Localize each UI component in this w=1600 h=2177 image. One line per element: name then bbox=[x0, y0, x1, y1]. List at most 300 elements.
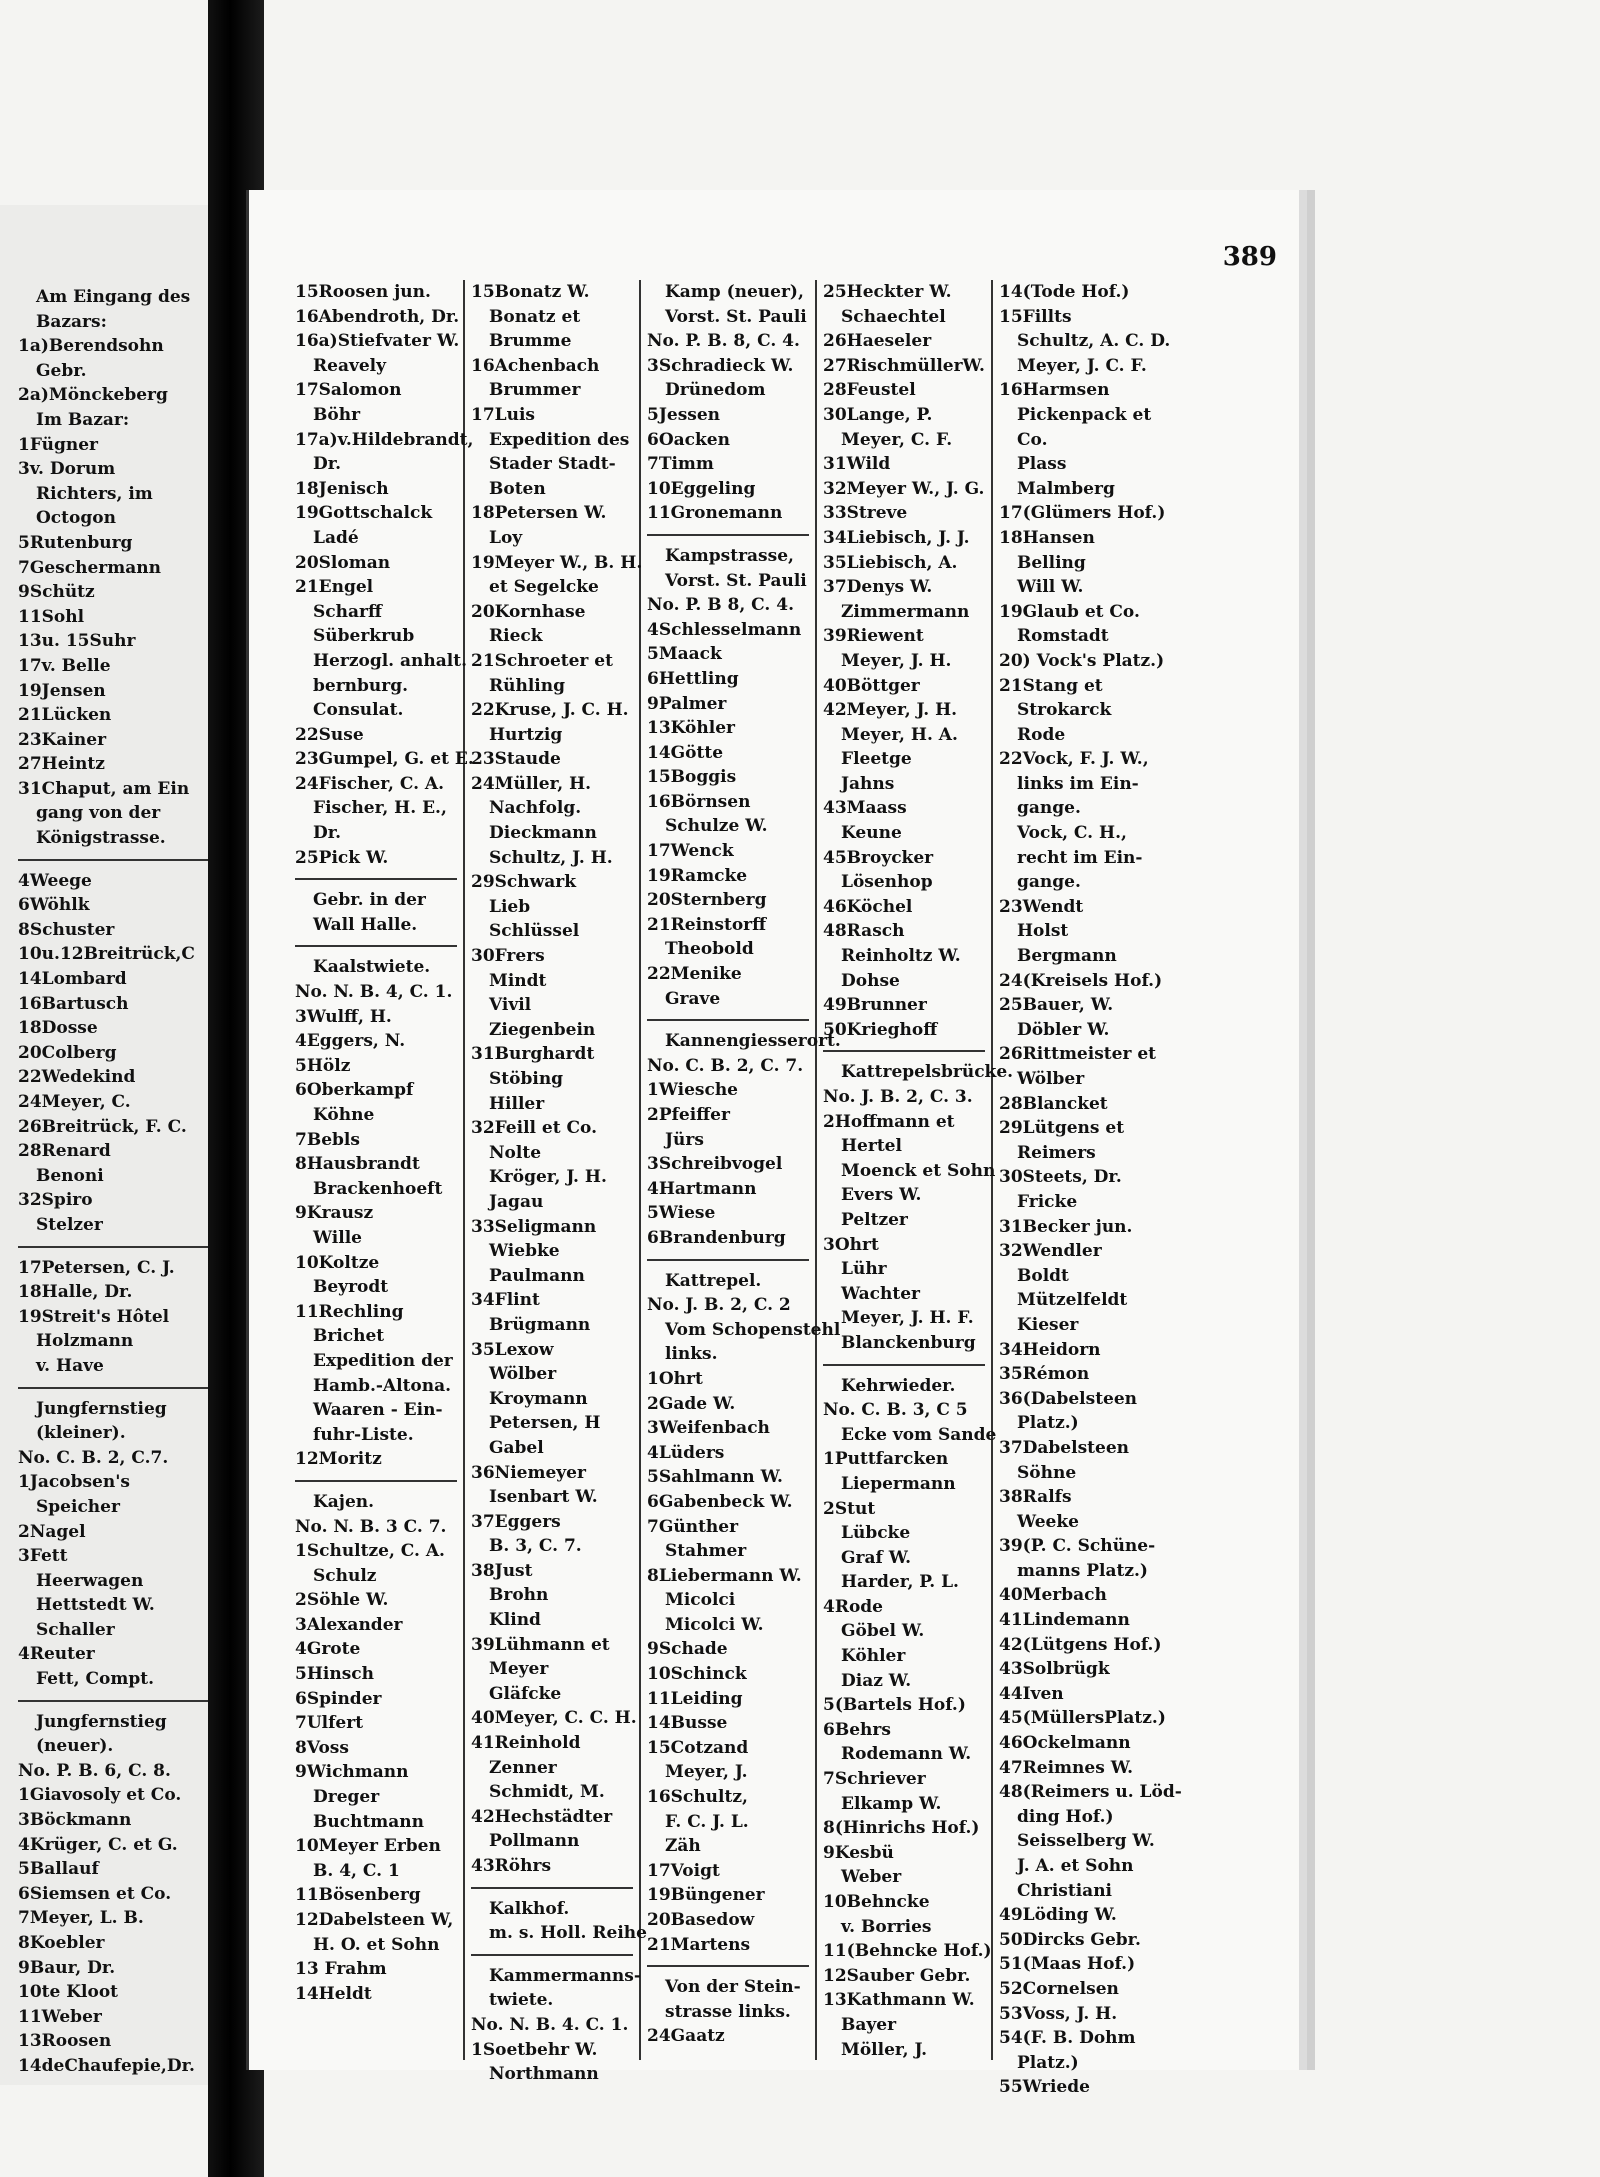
directory-entry: Brackenhoeft bbox=[313, 1178, 443, 1199]
directory-entry: 12Sauber Gebr. bbox=[823, 1965, 971, 1986]
directory-entry: 31Becker jun. bbox=[999, 1216, 1133, 1237]
directory-entry: 23Kainer bbox=[18, 729, 107, 750]
directory-entry: 35Lexow bbox=[471, 1339, 554, 1360]
directory-entry: recht im Ein- bbox=[1017, 847, 1143, 868]
directory-entry: 16a)Stiefvater W. bbox=[295, 331, 460, 352]
directory-entry: Wölber bbox=[1017, 1069, 1085, 1089]
directory-entry: Beyrodt bbox=[313, 1277, 389, 1298]
directory-entry: 24(Kreisels Hof.) bbox=[999, 970, 1163, 991]
directory-entry: Dr. bbox=[313, 454, 342, 475]
directory-entry: Stöbing bbox=[489, 1069, 564, 1089]
directory-entry: 24Müller, H. bbox=[471, 773, 592, 794]
directory-entry: 17Petersen, C. J. bbox=[18, 1257, 175, 1278]
directory-entry: Jungfernstieg bbox=[36, 1398, 167, 1419]
directory-entry: Schmidt, M. bbox=[489, 1782, 605, 1803]
directory-entry: 15Cotzand bbox=[647, 1737, 749, 1758]
directory-entry: 36Niemeyer bbox=[471, 1462, 586, 1483]
directory-entry: Boten bbox=[489, 478, 546, 499]
directory-entry: Kannengiesserort. bbox=[665, 1031, 841, 1052]
directory-entry: 17Voigt bbox=[647, 1860, 720, 1881]
left-page-column bbox=[18, 285, 228, 2079]
directory-entry: Meyer, C. F. bbox=[841, 429, 953, 450]
directory-entry: Nolte bbox=[489, 1142, 542, 1163]
directory-entry: Graf W. bbox=[841, 1547, 912, 1568]
directory-entry: 5Wiese bbox=[647, 1203, 716, 1224]
directory-entry: Möller, J. bbox=[841, 2039, 928, 2060]
directory-entry: 38Just bbox=[471, 1560, 533, 1581]
directory-entry: Bayer bbox=[841, 2014, 897, 2035]
directory-entry: m. s. Holl. Reihe bbox=[489, 1923, 647, 1944]
separator-rule bbox=[647, 534, 809, 536]
directory-entry: 3Alexander bbox=[295, 1614, 403, 1635]
directory-entry: Vock, C. H., bbox=[1017, 823, 1127, 844]
directory-entry: 1Ohrt bbox=[647, 1368, 703, 1389]
directory-entry: 16Abendroth, Dr. bbox=[295, 306, 460, 327]
directory-entry: 9Palmer bbox=[647, 693, 727, 714]
directory-entry: 30Frers bbox=[471, 946, 545, 967]
directory-entry: 50Krieghoff bbox=[823, 1019, 938, 1040]
directory-entry: Kaalstwiete. bbox=[313, 957, 431, 978]
directory-entry: 29Schwark bbox=[471, 872, 577, 893]
directory-entry: 10Meyer Erben bbox=[295, 1836, 441, 1857]
separator-rule bbox=[471, 1887, 633, 1889]
directory-entry: 3Weifenbach bbox=[647, 1418, 770, 1439]
directory-entry: 14Lombard bbox=[18, 969, 127, 990]
directory-entry: No. P. B. 8, C. 4. bbox=[647, 331, 800, 352]
directory-entry: 5(Bartels Hof.) bbox=[823, 1695, 966, 1716]
directory-entry: 19Streit's Hôtel bbox=[18, 1306, 170, 1327]
directory-entry: Platz.) bbox=[1017, 1413, 1079, 1434]
directory-entry: v. Borries bbox=[841, 1916, 932, 1937]
directory-entry: 26Haeseler bbox=[823, 331, 932, 352]
directory-entry: 6Oacken bbox=[647, 429, 730, 450]
directory-entry: Will W. bbox=[1017, 577, 1084, 598]
directory-entry: 41Reinhold bbox=[471, 1733, 581, 1754]
directory-entry: 14Busse bbox=[647, 1713, 728, 1734]
directory-entry: 13Roosen bbox=[18, 2031, 112, 2052]
directory-entry: Wölber bbox=[489, 1364, 557, 1385]
directory-entry: 11(Behncke Hof.) bbox=[823, 1941, 992, 1962]
directory-entry: 20) Vock's Platz.) bbox=[999, 650, 1165, 671]
directory-entry: 8Voss bbox=[295, 1737, 349, 1758]
directory-entry: 18Petersen W. bbox=[471, 503, 607, 524]
directory-entry: 47Reimnes W. bbox=[999, 1757, 1134, 1778]
directory-entry: Gebr. bbox=[36, 360, 87, 381]
directory-entry: 22Kruse, J. C. H. bbox=[471, 700, 629, 721]
directory-entry: Reinholtz W. bbox=[841, 946, 961, 967]
directory-entry: 15Boggis bbox=[647, 767, 737, 788]
directory-entry: 6Spinder bbox=[295, 1688, 382, 1709]
separator-rule bbox=[295, 1480, 457, 1482]
directory-entry: 9Baur, Dr. bbox=[18, 1957, 116, 1978]
directory-entry: 1Soetbehr W. bbox=[471, 2039, 598, 2060]
directory-entry: 4Grote bbox=[295, 1639, 361, 1660]
directory-column-1 bbox=[289, 280, 474, 2060]
directory-entry: Vorst. St. Pauli bbox=[665, 306, 807, 327]
directory-entry: 20Basedow bbox=[647, 1910, 755, 1930]
directory-entry: Döbler W. bbox=[1017, 1019, 1110, 1040]
directory-entry: 25Pick W. bbox=[295, 847, 389, 868]
directory-entry: 3Wulff, H. bbox=[295, 1006, 392, 1027]
directory-entry: No. J. B. 2, C. 2 bbox=[647, 1295, 791, 1316]
directory-entry: Klind bbox=[489, 1610, 541, 1631]
directory-entry: Meyer bbox=[489, 1659, 549, 1680]
directory-entry: 31Burghardt bbox=[471, 1044, 595, 1065]
directory-entry: Kamp (neuer), bbox=[665, 282, 804, 302]
directory-entry: 9Schade bbox=[647, 1639, 728, 1660]
directory-entry: Im Bazar: bbox=[36, 409, 130, 430]
directory-entry: Fischer, H. E., bbox=[313, 798, 447, 819]
page-number: 389 bbox=[1222, 242, 1277, 272]
directory-entry: Von der Stein- bbox=[665, 1977, 801, 1998]
directory-entry: gange. bbox=[1017, 798, 1081, 819]
directory-entry: Wachter bbox=[841, 1283, 920, 1304]
directory-entry: 1Giavosoly et Co. bbox=[18, 1785, 182, 1806]
directory-entry: Micolci W. bbox=[665, 1614, 764, 1635]
directory-entry: Mindt bbox=[489, 970, 547, 991]
directory-entry: 2Gade W. bbox=[647, 1393, 736, 1414]
directory-entry: H. O. et Sohn bbox=[313, 1934, 440, 1955]
directory-entry: Blanckenburg bbox=[841, 1332, 976, 1353]
separator-rule bbox=[647, 1019, 809, 1021]
directory-entry: 42Meyer, J. H. bbox=[823, 700, 958, 721]
directory-entry: 1Puttfarcken bbox=[823, 1449, 949, 1470]
directory-entry: 43Solbrügk bbox=[999, 1659, 1110, 1680]
directory-entry: 32Wendler bbox=[999, 1241, 1102, 1262]
directory-entry: Kampstrasse, bbox=[665, 545, 794, 566]
directory-entry: Kröger, J. H. bbox=[489, 1167, 607, 1188]
directory-entry: 10u.12Breitrück,C bbox=[18, 944, 195, 965]
directory-entry: 14(Tode Hof.) bbox=[999, 282, 1130, 302]
directory-entry: Elkamp W. bbox=[841, 1793, 942, 1814]
directory-entry: 3Schreibvogel bbox=[647, 1154, 783, 1175]
directory-entry: 23Wendt bbox=[999, 896, 1084, 917]
directory-entry: Gebr. in der bbox=[313, 890, 426, 911]
directory-entry: 41Lindemann bbox=[999, 1610, 1130, 1631]
directory-entry: 45(MüllersPlatz.) bbox=[999, 1708, 1166, 1729]
directory-entry: No. C. B. 3, C 5 bbox=[823, 1400, 968, 1421]
directory-entry: Schultz, J. H. bbox=[489, 847, 613, 868]
directory-entry: 11Sohl bbox=[18, 606, 85, 627]
directory-entry: 45Broycker bbox=[823, 847, 934, 868]
directory-entry: Nachfolg. bbox=[489, 798, 582, 819]
directory-entry: 11Weber bbox=[18, 2006, 102, 2027]
directory-entry: 26Rittmeister et bbox=[999, 1044, 1156, 1065]
directory-entry: 15Bonatz W. bbox=[471, 282, 590, 302]
directory-entry: 53Voss, J. H. bbox=[999, 2003, 1118, 2024]
directory-entry: Vorst. St. Pauli bbox=[665, 570, 807, 591]
directory-entry: fuhr-Liste. bbox=[313, 1424, 414, 1445]
directory-entry: (neuer). bbox=[36, 1736, 114, 1757]
directory-entry: 4Schlesselmann bbox=[647, 619, 802, 640]
directory-entry: 17a)v.Hildebrandt, bbox=[295, 429, 474, 450]
directory-entry: Lieb bbox=[489, 896, 531, 917]
directory-entry: Co. bbox=[1017, 429, 1048, 450]
directory-entry: 33Seligmann bbox=[471, 1216, 597, 1237]
directory-entry: 35Liebisch, A. bbox=[823, 552, 958, 573]
directory-entry: 7Timm bbox=[647, 454, 714, 475]
directory-entry: No. N. B. 4, C. 1. bbox=[295, 982, 453, 1003]
directory-entry: Richters, im bbox=[36, 483, 153, 504]
directory-entry: 15Roosen jun. bbox=[295, 282, 431, 302]
directory-entry: Schulz bbox=[313, 1565, 377, 1586]
directory-entry: Rieck bbox=[489, 626, 543, 647]
directory-entry: 24Gaatz bbox=[647, 2026, 725, 2047]
directory-entry: Evers W. bbox=[841, 1185, 922, 1206]
directory-entry: 48(Reimers u. Löd- bbox=[999, 1782, 1182, 1803]
directory-entry: 20Sternberg bbox=[647, 890, 767, 911]
separator-rule bbox=[18, 859, 228, 861]
directory-entry: Ecke vom Sande bbox=[841, 1424, 997, 1445]
directory-entry: No. N. B. 4. C. 1. bbox=[471, 2014, 629, 2035]
directory-entry: 3Böckmann bbox=[18, 1810, 132, 1831]
directory-entry: 24Meyer, C. bbox=[18, 1092, 131, 1112]
directory-entry: Seisselberg W. bbox=[1017, 1831, 1155, 1852]
directory-entry: Ladé bbox=[313, 527, 359, 548]
directory-entry: (kleiner). bbox=[36, 1423, 126, 1444]
directory-entry: Romstadt bbox=[1017, 626, 1109, 647]
directory-entry: Jürs bbox=[665, 1129, 704, 1150]
directory-entry: 5Rutenburg bbox=[18, 532, 133, 553]
directory-entry: Fett, Compt. bbox=[36, 1669, 155, 1690]
directory-entry: 11Bösenberg bbox=[295, 1885, 421, 1906]
directory-entry: Stader Stadt- bbox=[489, 454, 616, 475]
directory-entry: 21Schroeter et bbox=[471, 650, 613, 671]
directory-entry: Pickenpack et bbox=[1017, 404, 1152, 425]
directory-entry: Brohn bbox=[489, 1585, 549, 1606]
directory-entry: 19Jensen bbox=[18, 680, 106, 701]
directory-entry: Stahmer bbox=[665, 1541, 747, 1562]
directory-entry: Belling bbox=[1017, 552, 1086, 573]
directory-entry: Meyer, J. H. bbox=[841, 650, 952, 671]
directory-entry: 28Blancket bbox=[999, 1093, 1108, 1114]
directory-entry: 6Siemsen et Co. bbox=[18, 1883, 172, 1904]
directory-entry: 20Colberg bbox=[18, 1042, 117, 1063]
directory-entry: Söhne bbox=[1017, 1462, 1077, 1483]
directory-entry: 10Schinck bbox=[647, 1664, 747, 1685]
directory-entry: 36(Dabelsteen bbox=[999, 1388, 1138, 1409]
directory-entry: Köhler bbox=[841, 1646, 906, 1667]
directory-entry: 34Heidorn bbox=[999, 1339, 1101, 1360]
directory-columns bbox=[289, 280, 1289, 2098]
directory-entry: 14Götte bbox=[647, 742, 724, 763]
directory-entry: 6Hettling bbox=[647, 668, 739, 689]
directory-entry: 4Eggers, N. bbox=[295, 1031, 406, 1052]
directory-entry: 16Harmsen bbox=[999, 380, 1110, 401]
directory-entry: 42Hechstädter bbox=[471, 1806, 613, 1827]
directory-entry: Dreger bbox=[313, 1787, 380, 1808]
directory-entry: Scharff bbox=[313, 601, 382, 622]
directory-entry: 20Sloman bbox=[295, 552, 391, 573]
directory-entry: Gläfcke bbox=[489, 1683, 562, 1704]
directory-entry: 4Reuter bbox=[18, 1644, 95, 1665]
directory-entry: Expedition der bbox=[313, 1350, 453, 1371]
directory-entry: links. bbox=[665, 1344, 718, 1365]
directory-entry: Kattrepel. bbox=[665, 1270, 762, 1291]
directory-entry: Loy bbox=[489, 527, 523, 548]
directory-entry: 2Pfeiffer bbox=[647, 1105, 730, 1125]
directory-entry: 31Chaput, am Ein bbox=[18, 778, 190, 799]
directory-entry: 16Bartusch bbox=[18, 993, 129, 1014]
directory-entry: Dr. bbox=[313, 823, 342, 844]
directory-entry: Bazars: bbox=[36, 311, 107, 332]
directory-entry: 22Wedekind bbox=[18, 1067, 136, 1088]
directory-entry: Bergmann bbox=[1017, 946, 1117, 967]
directory-entry: No. N. B. 3 C. 7. bbox=[295, 1516, 447, 1537]
directory-entry: 35Rémon bbox=[999, 1364, 1090, 1385]
directory-entry: Kajen. bbox=[313, 1491, 375, 1512]
separator-rule bbox=[823, 1050, 985, 1052]
directory-entry: 13u. 15Suhr bbox=[18, 631, 136, 652]
separator-rule bbox=[295, 945, 457, 947]
directory-entry: Kieser bbox=[1017, 1314, 1079, 1335]
left-page bbox=[0, 205, 231, 2085]
directory-entry: 4Krüger, C. et G. bbox=[18, 1834, 178, 1855]
directory-entry: 19Glaub et Co. bbox=[999, 601, 1140, 622]
directory-entry: Schultz, A. C. D. bbox=[1017, 331, 1171, 352]
directory-entry: Consulat. bbox=[313, 700, 404, 721]
directory-entry: 2a)Mönckeberg bbox=[18, 385, 168, 406]
directory-entry: 54(F. B. Dohm bbox=[999, 2028, 1136, 2049]
separator-rule bbox=[18, 1246, 228, 1248]
right-page bbox=[246, 190, 1299, 2098]
directory-entry: 32Feill et Co. bbox=[471, 1118, 597, 1139]
directory-entry: 11Leiding bbox=[647, 1688, 743, 1709]
directory-entry: 5Maack bbox=[647, 644, 722, 665]
separator-rule bbox=[647, 1259, 809, 1261]
directory-entry: 33Streve bbox=[823, 503, 908, 524]
directory-entry: Peltzer bbox=[841, 1209, 908, 1230]
directory-entry: 8Koebler bbox=[18, 1933, 105, 1953]
directory-entry: 18Hansen bbox=[999, 527, 1095, 548]
directory-entry: strasse links. bbox=[665, 2001, 791, 2022]
directory-entry: 3Ohrt bbox=[823, 1234, 879, 1255]
directory-entry: Theobold bbox=[665, 939, 754, 960]
directory-entry: 22Vock, F. J. W., bbox=[999, 749, 1149, 770]
directory-entry: Kammermanns- bbox=[489, 1965, 641, 1986]
directory-entry: 7Schriever bbox=[823, 1769, 926, 1790]
directory-entry: Lühr bbox=[841, 1259, 887, 1280]
directory-entry: Speicher bbox=[36, 1496, 120, 1517]
directory-entry: Schaller bbox=[36, 1619, 115, 1640]
directory-entry: Kalkhof. bbox=[489, 1898, 570, 1919]
directory-entry: Kehrwieder. bbox=[841, 1375, 956, 1396]
directory-entry: 17(Glümers Hof.) bbox=[999, 503, 1166, 524]
directory-entry: 27RischmüllerW. bbox=[823, 355, 985, 376]
directory-entry: 39(P. C. Schüne- bbox=[999, 1536, 1156, 1557]
directory-entry: Wall Halle. bbox=[313, 914, 418, 935]
directory-entry: 18Jenisch bbox=[295, 478, 389, 499]
directory-entry: Zimmermann bbox=[841, 601, 970, 622]
directory-entry: Dohse bbox=[841, 970, 900, 991]
directory-entry: 55Wriede bbox=[999, 2077, 1090, 2098]
separator-rule bbox=[18, 1387, 228, 1389]
directory-entry: 50Dircks Gebr. bbox=[999, 1929, 1141, 1950]
directory-entry: 30Lange, P. bbox=[823, 404, 933, 425]
directory-entry: 9Kesbü bbox=[823, 1842, 894, 1863]
directory-entry: 21Lücken bbox=[18, 705, 112, 726]
directory-entry: Hettstedt W. bbox=[36, 1595, 155, 1616]
directory-entry: 10te Kloot bbox=[18, 1982, 119, 2003]
directory-entry: 14deChaufepie,Dr. bbox=[18, 2055, 195, 2076]
directory-entry: 2Stut bbox=[823, 1498, 876, 1519]
directory-entry: 1a)Berendsohn bbox=[18, 336, 164, 357]
directory-entry: Schaechtel bbox=[841, 306, 946, 327]
directory-entry: Reavely bbox=[313, 355, 386, 376]
directory-entry: 23Staude bbox=[471, 749, 561, 770]
directory-entry: Hurtzig bbox=[489, 724, 563, 745]
directory-entry: 6Gabenbeck W. bbox=[647, 1491, 793, 1512]
directory-entry: 13 Frahm bbox=[295, 1959, 387, 1980]
directory-entry: v. Have bbox=[36, 1355, 104, 1376]
directory-entry: Plass bbox=[1017, 454, 1067, 475]
directory-entry: Fleetge bbox=[841, 749, 912, 770]
directory-entry: 16Börnsen bbox=[647, 791, 751, 812]
directory-entry: twiete. bbox=[489, 1990, 554, 2011]
directory-entry: Gabel bbox=[489, 1437, 544, 1458]
directory-entry: Weeke bbox=[1017, 1511, 1079, 1532]
directory-entry: Paulmann bbox=[489, 1265, 585, 1286]
directory-entry: 52Cornelsen bbox=[999, 1978, 1119, 1999]
directory-entry: 14Heldt bbox=[295, 1983, 372, 2004]
directory-entry: 12Moritz bbox=[295, 1449, 382, 1470]
directory-entry: Schulze W. bbox=[665, 816, 768, 837]
directory-entry: 23Gumpel, G. et E. bbox=[295, 749, 474, 770]
directory-entry: 2Söhle W. bbox=[295, 1590, 389, 1611]
directory-entry: 19Meyer W., B. H. bbox=[471, 552, 643, 573]
directory-entry: 29Lütgens et bbox=[999, 1118, 1125, 1139]
directory-entry: gang von der bbox=[36, 803, 161, 824]
directory-entry: Göbel W. bbox=[841, 1621, 925, 1642]
directory-entry: 48Rasch bbox=[823, 921, 905, 942]
directory-entry: Stelzer bbox=[36, 1214, 103, 1235]
directory-entry: 15Fillts bbox=[999, 306, 1072, 327]
directory-entry: 21Reinstorff bbox=[647, 914, 767, 935]
directory-entry: Lübcke bbox=[841, 1523, 911, 1544]
directory-entry: Benoni bbox=[36, 1165, 104, 1186]
directory-entry: 8Hausbrandt bbox=[295, 1154, 420, 1175]
directory-entry: 6Behrs bbox=[823, 1719, 891, 1740]
directory-entry: Hertel bbox=[841, 1136, 902, 1157]
directory-entry: 31Wild bbox=[823, 454, 891, 475]
directory-entry: 16Achenbach bbox=[471, 355, 600, 376]
directory-entry: Harder, P. L. bbox=[841, 1572, 959, 1593]
directory-entry: 1Jacobsen's bbox=[18, 1472, 130, 1493]
directory-entry: 34Liebisch, J. J. bbox=[823, 527, 970, 548]
directory-entry: 43Maass bbox=[823, 798, 907, 819]
directory-entry: 40Böttger bbox=[823, 675, 920, 696]
directory-entry: Micolci bbox=[665, 1590, 736, 1611]
directory-entry: 37Eggers bbox=[471, 1511, 561, 1532]
directory-column-4 bbox=[817, 280, 1014, 2060]
directory-entry: 4Weege bbox=[18, 870, 92, 891]
directory-entry: F. C. J. L. bbox=[665, 1811, 749, 1832]
directory-entry: Weber bbox=[841, 1867, 902, 1888]
directory-entry: manns Platz.) bbox=[1017, 1560, 1148, 1581]
directory-entry: Am Eingang des bbox=[36, 287, 191, 307]
directory-entry: No. C. B. 2, C.7. bbox=[18, 1447, 169, 1468]
directory-entry: Moenck et Sohn bbox=[841, 1160, 996, 1181]
directory-entry: 10Koltze bbox=[295, 1252, 380, 1273]
directory-entry: 40Merbach bbox=[999, 1585, 1107, 1606]
directory-entry: 22Menike bbox=[647, 964, 742, 985]
directory-entry: Octogon bbox=[36, 508, 116, 529]
directory-entry: 37Denys W. bbox=[823, 577, 933, 598]
separator-rule bbox=[471, 1954, 633, 1956]
directory-entry: Platz.) bbox=[1017, 2052, 1079, 2073]
directory-entry: Jahns bbox=[841, 773, 895, 794]
directory-entry: Brichet bbox=[313, 1326, 385, 1347]
